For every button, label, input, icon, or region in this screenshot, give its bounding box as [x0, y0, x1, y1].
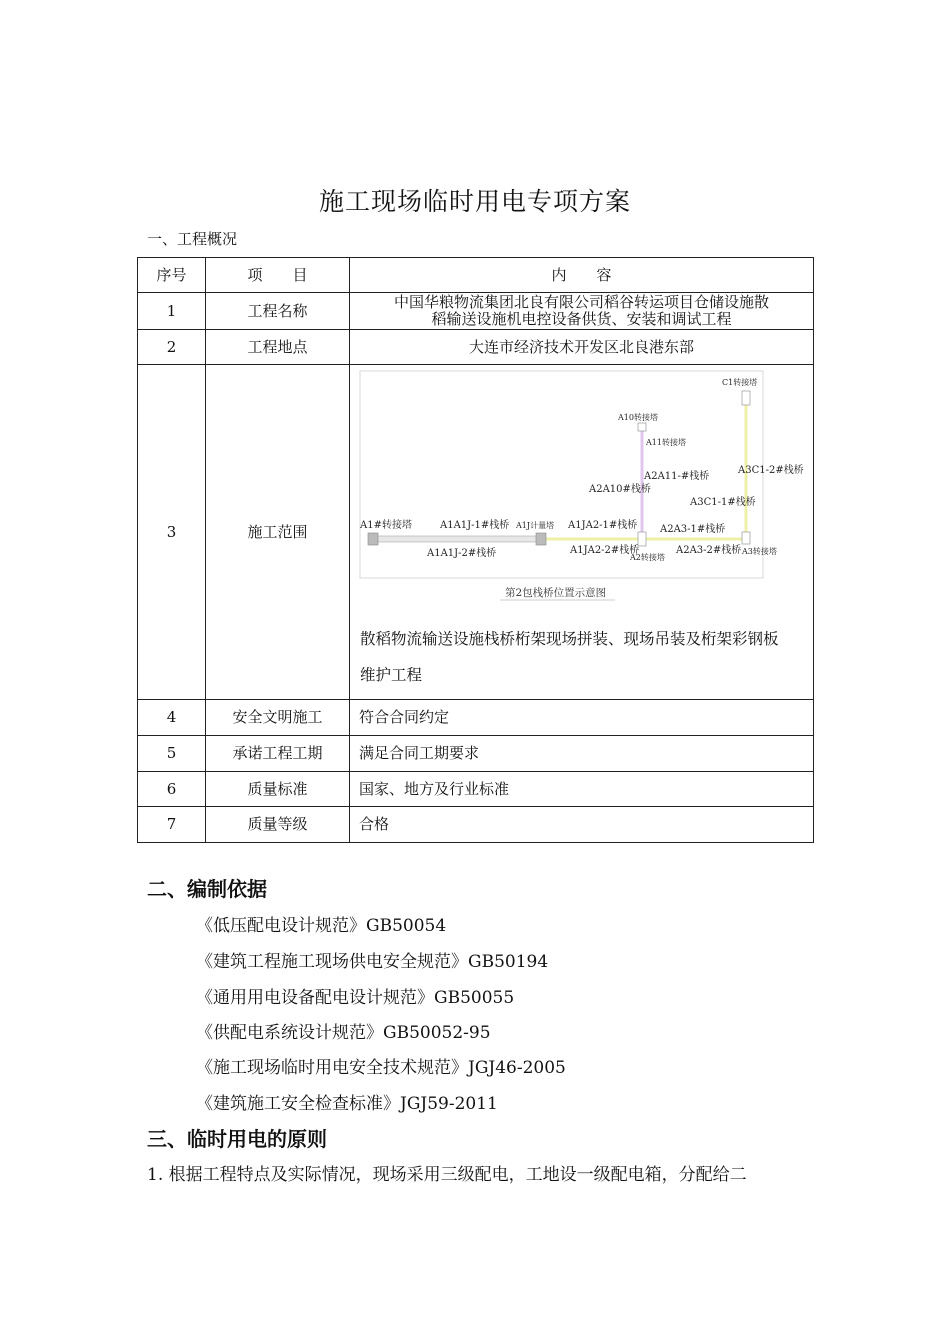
a1-label: A1#转接塔 — [360, 520, 412, 531]
a2-tower — [638, 532, 646, 546]
diagram-caption: 第2包栈桥位置示意图 — [505, 587, 607, 599]
table-row — [138, 736, 814, 772]
row-no: 5 — [138, 736, 206, 772]
a3-label: A3转接塔 — [742, 547, 777, 556]
row-content: 大连市经济技术开发区北良港东部 — [350, 330, 814, 365]
row-no: 2 — [138, 330, 206, 365]
a10-tower — [638, 423, 646, 431]
reference-item: 《通用用电设备配电设计规范》GB50055 — [196, 988, 515, 1008]
row-item: 质量标准 — [206, 772, 350, 807]
row-item: 质量等级 — [206, 807, 350, 843]
row-item: 施工范围 — [206, 365, 350, 700]
row-content: 满足合同工期要求 — [350, 736, 814, 772]
document-title: 施工现场临时用电专项方案 — [318, 187, 631, 216]
table-row — [138, 330, 814, 365]
c1-tower — [742, 391, 750, 405]
content-line: 维护工程 — [360, 666, 423, 684]
table-row — [138, 772, 814, 807]
a1ja2-2-label: A1JA2-2#栈桥 — [570, 545, 640, 556]
row-item: 承诺工程工期 — [206, 736, 350, 772]
table-row — [138, 807, 814, 843]
a1a1j-1-label: A1A1J-1#栈桥 — [440, 520, 510, 531]
row-item: 安全文明施工 — [206, 700, 350, 736]
row-no: 4 — [138, 700, 206, 736]
row-content: 国家、地方及行业标准 — [350, 772, 814, 807]
a1a1j-2-label: A1A1J-2#栈桥 — [427, 548, 497, 559]
row-no: 3 — [138, 365, 206, 700]
a2a3-2-label: A2A3-2#栈桥 — [676, 545, 742, 556]
table-row — [138, 365, 814, 700]
a3c1-1-label: A3C1-1#栈桥 — [690, 497, 756, 508]
row-content: 符合合同约定 — [350, 700, 814, 736]
a3-tower — [742, 532, 750, 544]
reference-item: 《供配电系统设计规范》GB50052-95 — [196, 1023, 491, 1043]
row-content — [350, 365, 814, 700]
a11-label: A11转接塔 — [646, 438, 686, 447]
content-line: 中国华粮物流集团北良有限公司稻谷转运项目仓储设施散 — [393, 293, 769, 311]
scope-description — [350, 607, 813, 699]
row-no: 6 — [138, 772, 206, 807]
reference-item: 《施工现场临时用电安全技术规范》JGJ46-2005 — [196, 1058, 566, 1078]
overview-table — [137, 257, 814, 843]
content-line: 散稻物流输送设施栈桥桁架现场拼装、现场吊装及桁架彩钢板 — [360, 630, 779, 648]
section-3-heading: 三、临时用电的原则 — [147, 1127, 327, 1151]
a2-label: A2转接塔 — [630, 553, 665, 562]
a2a10-label: A2A10#栈桥 — [589, 484, 651, 495]
header-item: 项 目 — [206, 258, 350, 293]
a1-tower — [368, 533, 378, 545]
row-content — [350, 293, 814, 330]
reference-item: 《低压配电设计规范》GB50054 — [196, 916, 447, 936]
section-2-heading: 二、编制依据 — [147, 877, 267, 901]
a2a11-label: A2A11-#栈桥 — [644, 471, 710, 482]
principle-paragraph: 1. 根据工程特点及实际情况，现场采用三级配电，工地设一级配电箱，分配给二 — [147, 1165, 747, 1185]
reference-item: 《建筑工程施工现场供电安全规范》GB50194 — [196, 952, 549, 972]
content-line: 稻输送设施机电控设备供货、安装和调试工程 — [431, 310, 732, 328]
a1j-label: A1J计量塔 — [516, 521, 555, 530]
a1j-tower — [536, 533, 546, 545]
reference-item: 《建筑施工安全检查标准》JGJ59-2011 — [196, 1094, 498, 1114]
a2a3-1-label: A2A3-1#栈桥 — [660, 524, 726, 535]
header-content: 内 容 — [350, 258, 814, 293]
a3c1-2-label: A3C1-2#栈桥 — [738, 465, 804, 476]
table-row — [138, 293, 814, 330]
table-row — [138, 700, 814, 736]
row-no: 1 — [138, 293, 206, 330]
table-header-row — [138, 258, 814, 293]
trestle-location-diagram — [360, 371, 804, 603]
a10-label: A10转接塔 — [618, 413, 658, 422]
row-content: 合格 — [350, 807, 814, 843]
row-item: 工程地点 — [206, 330, 350, 365]
row-no: 7 — [138, 807, 206, 843]
section-1-heading: 一、工程概况 — [147, 230, 238, 248]
a1a1j-bridge — [374, 536, 540, 542]
c1-label: C1转接塔 — [722, 378, 758, 387]
a1ja2-1-label: A1JA2-1#栈桥 — [568, 520, 638, 531]
header-no: 序号 — [138, 258, 206, 293]
row-item: 工程名称 — [206, 293, 350, 330]
